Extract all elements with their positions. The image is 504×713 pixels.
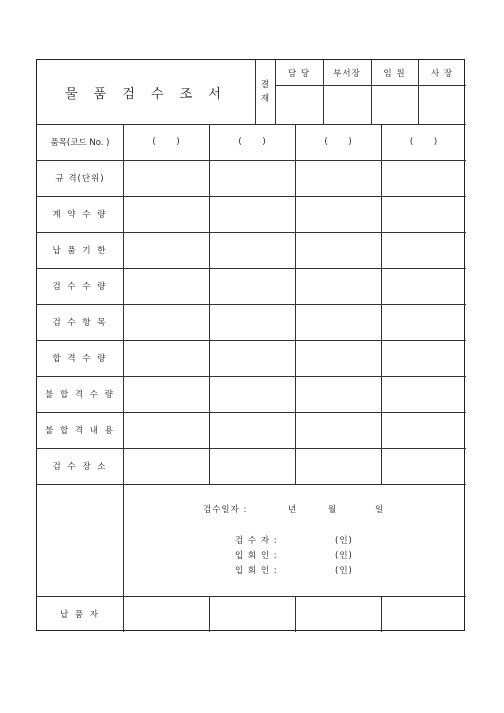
form-title: 물 품 검 수 조 서 — [64, 86, 227, 102]
row-label-inspection-items: 검 수 항 목 — [52, 318, 108, 328]
header-bottom-line — [37, 124, 466, 125]
approval-role-executive: 임 원 — [383, 68, 406, 79]
row-line — [37, 160, 466, 161]
approval-label-top: 결 — [260, 80, 270, 90]
row-label-supplier: 납 품 자 — [59, 610, 101, 620]
code-col-1: ( ) — [152, 137, 180, 147]
approval-label-bottom: 재 — [260, 94, 270, 104]
code-col-2: ( ) — [238, 137, 266, 147]
code-col-4: ( ) — [409, 137, 438, 147]
row-line — [37, 340, 466, 341]
row-line — [37, 448, 466, 449]
row-label-delivery-deadline: 납 품 기 한 — [52, 246, 108, 256]
row-line — [37, 232, 466, 233]
signer-witness-2-label: 입 회 인 : — [235, 566, 278, 576]
row-label-inspection-place: 검 수 장 소 — [52, 462, 108, 472]
row-line — [37, 268, 466, 269]
row-line — [37, 412, 466, 413]
body-col-line — [381, 124, 382, 484]
row-line — [37, 596, 466, 597]
header-col-line — [371, 60, 372, 124]
row-line — [37, 196, 466, 197]
body-col-line — [295, 124, 296, 484]
body-col-line — [295, 596, 296, 632]
header-col-line — [275, 60, 276, 124]
inspection-form — [36, 59, 465, 631]
signer-witness-1-label: 입 회 인 : — [235, 551, 278, 561]
approval-role-president: 사 장 — [430, 68, 454, 79]
body-col-line — [209, 596, 210, 632]
row-line — [37, 484, 466, 485]
row-label-spec: 규 격(단위) — [55, 174, 105, 184]
row-label-contract-qty: 계 약 수 량 — [52, 210, 108, 220]
inspection-day: 일 — [375, 505, 385, 515]
row-label-failure-details: 불 합 격 내 용 — [45, 426, 115, 436]
signer-inspector-label: 검 수 자 : — [235, 536, 278, 546]
row-label-failed-qty: 불 합 격 수 량 — [45, 390, 115, 400]
label-col-line — [123, 124, 124, 632]
item-code-label: 품목(코드 No. ) — [50, 138, 110, 148]
approval-role-manager: 부서장 — [333, 68, 361, 79]
header-col-line — [255, 60, 256, 124]
body-col-line — [381, 596, 382, 632]
inspection-date-label: 검수일자 : — [203, 505, 248, 515]
row-label-passed-qty: 합 격 수 량 — [52, 354, 108, 364]
signer-witness-2-seal: (인) — [335, 566, 353, 576]
approval-role-staff: 담 당 — [287, 68, 311, 79]
signer-witness-1-seal: (인) — [335, 551, 353, 561]
inspection-year: 년 — [288, 505, 298, 515]
header-col-line — [418, 60, 419, 124]
row-line — [37, 304, 466, 305]
row-label-inspected-qty: 검 수 수 량 — [52, 282, 108, 292]
approval-label — [255, 60, 275, 124]
body-col-line — [209, 124, 210, 484]
inspection-month: 월 — [328, 505, 338, 515]
signer-inspector-seal: (인) — [335, 536, 353, 546]
code-col-3: ( ) — [324, 137, 352, 147]
row-line — [37, 376, 466, 377]
header-col-line — [323, 60, 324, 124]
